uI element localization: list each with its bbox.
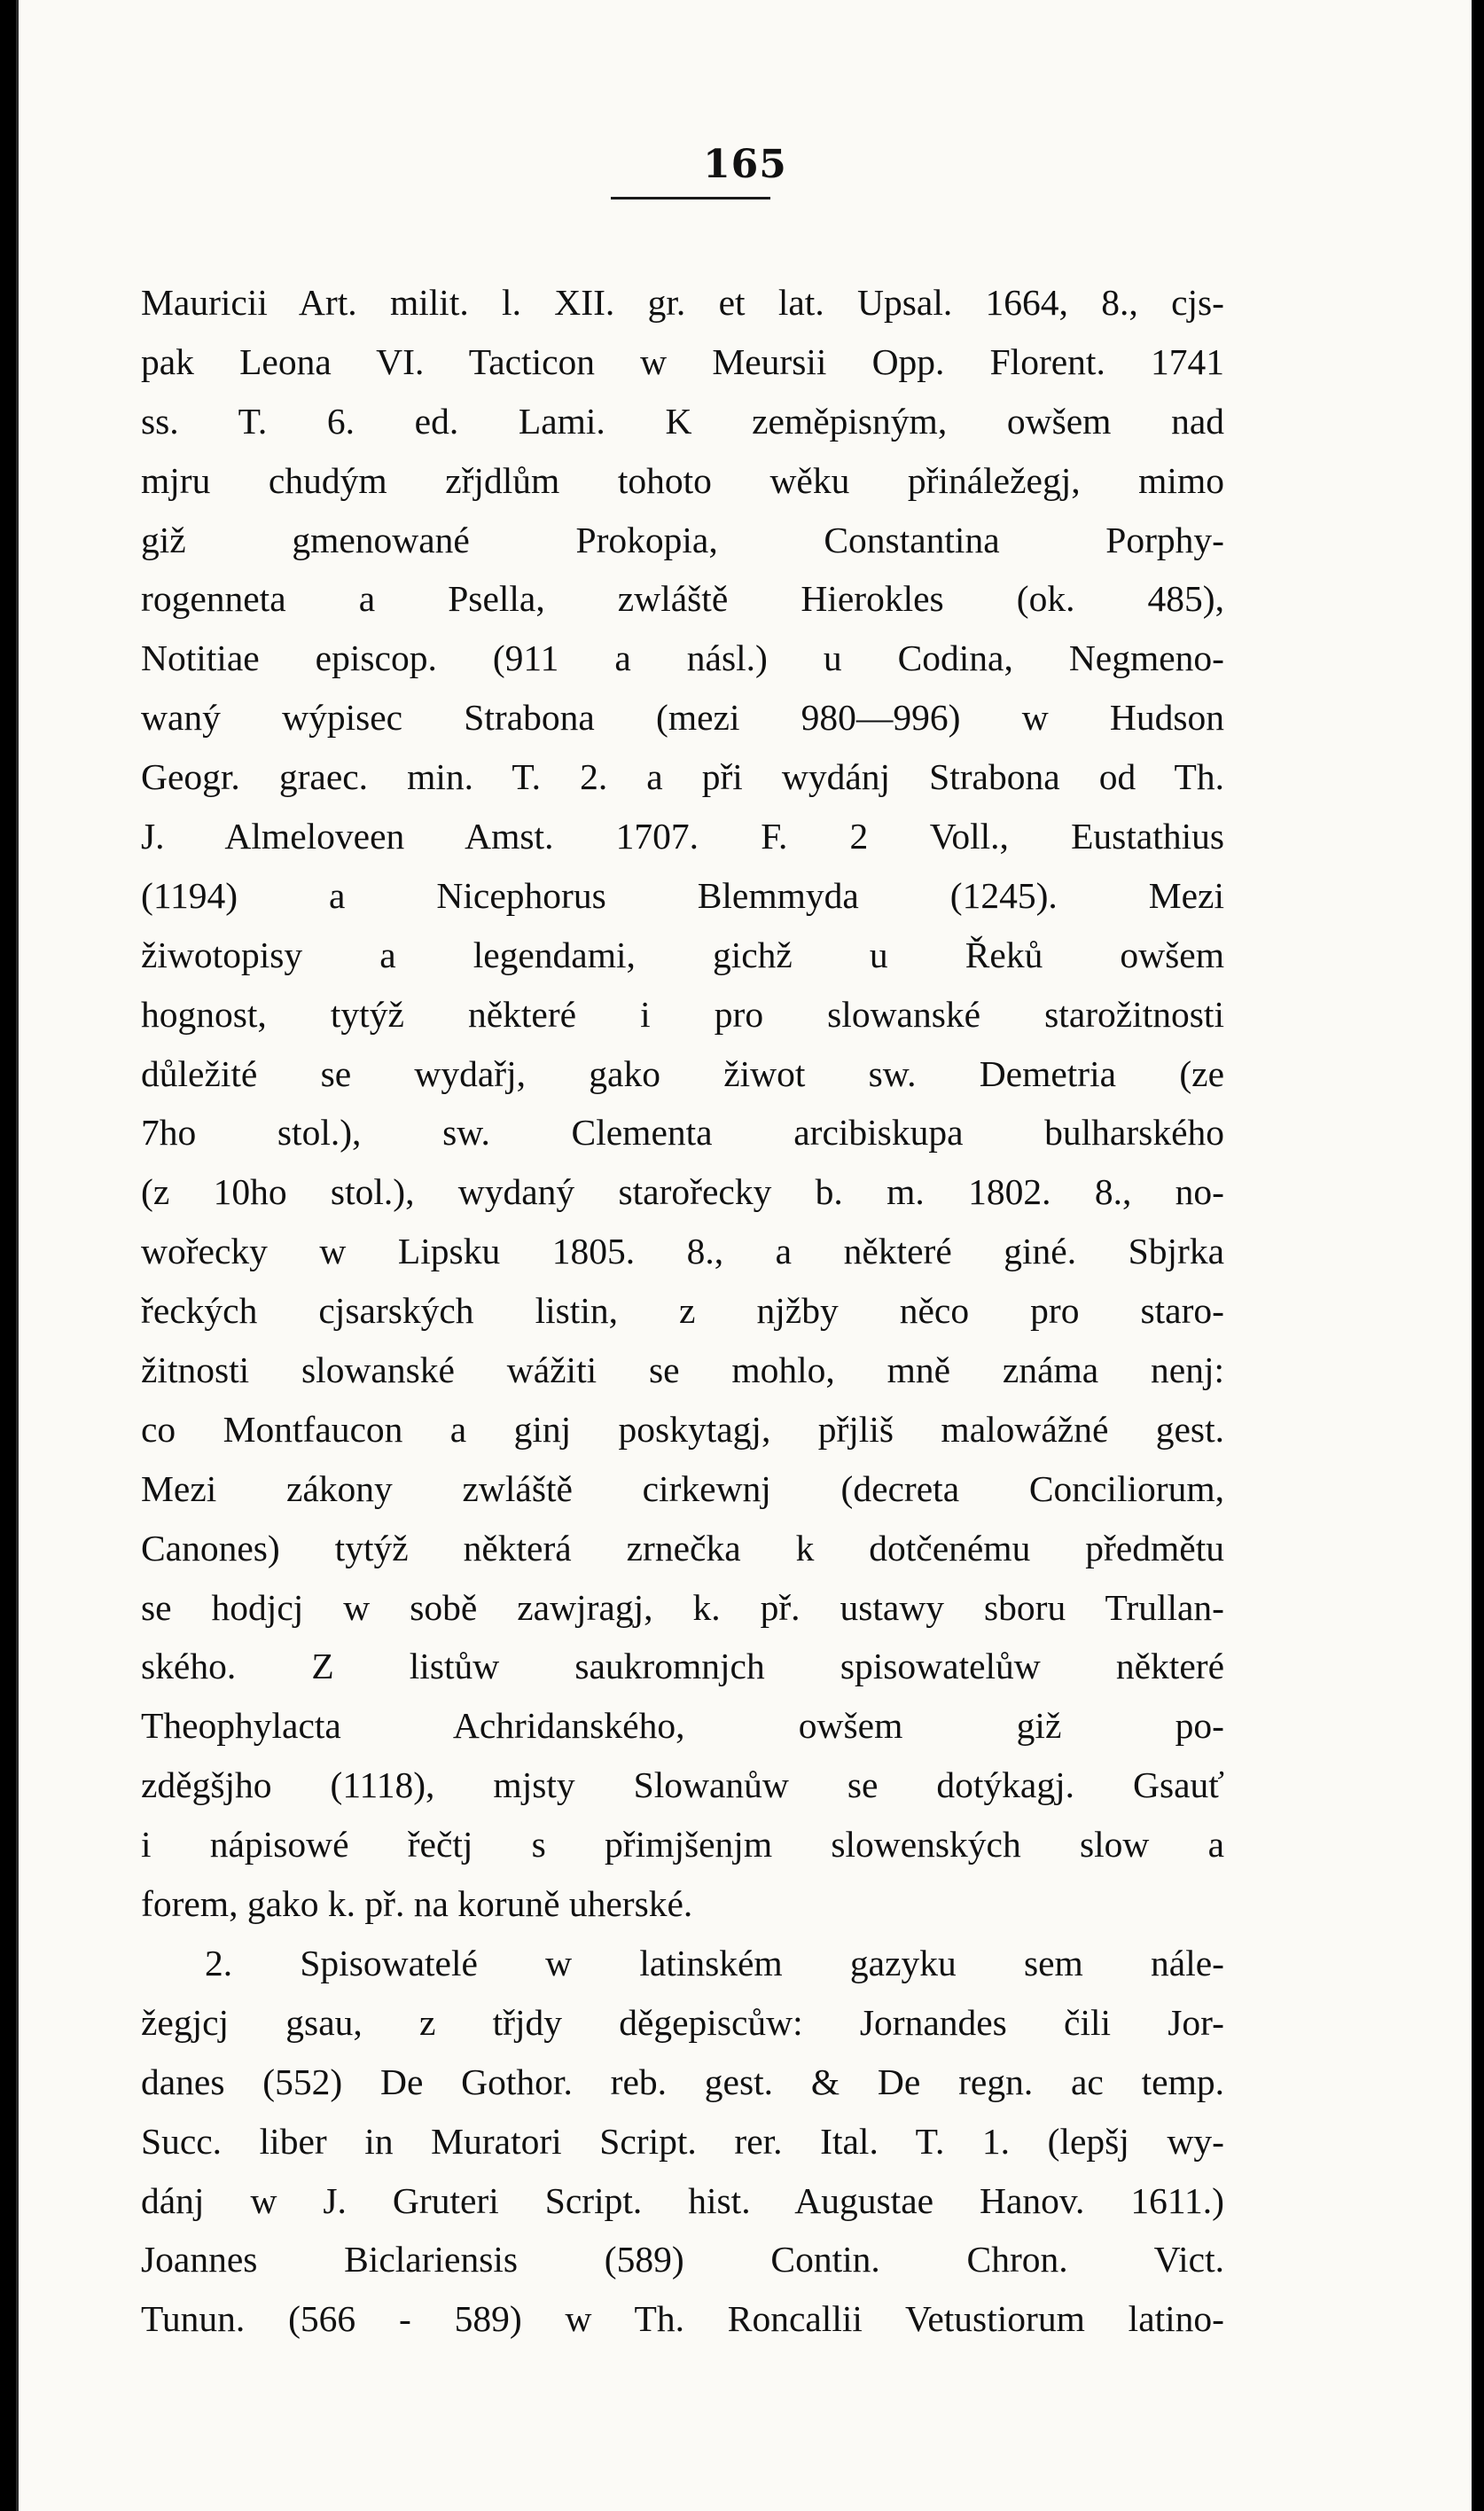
text-line: co Montfaucon a ginj poskytagj, přjliš malowážné gest. <box>141 1408 1224 1450</box>
text-line: pak Leona VI. Tacticon w Meursii Opp. Florent. 1741 <box>141 340 1224 382</box>
text-line: zděgšjho (1118), mjsty Slowanůw se dotýkagj. Gsauť <box>141 1764 1224 1806</box>
text-line: danes (552) De Gothor. reb. gest. & De regn. ac temp. <box>141 2061 1224 2102</box>
text-line: žitnosti slowanské wážiti se mohlo, mně známa nenj: <box>141 1349 1224 1391</box>
text-line: Mauricii Art. milit. l. XII. gr. et lat. Upsal. 1664, 8., cjs- <box>141 282 1224 323</box>
text-line: řeckých cjsarských listin, z njžby něco pro staro- <box>141 1290 1224 1332</box>
book-page <box>16 0 1472 2511</box>
text-line: dánj w J. Gruteri Script. hist. Augustae Hanov. 1611.) <box>141 2179 1224 2221</box>
text-line: i nápisowé řečtj s přimjšenjm slowenských slow a <box>141 1824 1224 1866</box>
text-line: 2. Spisowatelé w latinském gazyku sem nále- <box>205 1942 1224 1983</box>
text-line: 7ho stol.), sw. Clementa arcibiskupa bulharského <box>141 1112 1224 1154</box>
text-line: Canones) tytýž některá zrnečka k dotčenému předmětu <box>141 1527 1224 1568</box>
page-number: 165 <box>703 142 787 187</box>
text-line: mjru chudým zřjdlům tohoto wěku přináležegj, mimo <box>141 459 1224 501</box>
text-line: Theophylacta Achridanského, owšem giž po- <box>141 1705 1224 1747</box>
header-rule <box>611 197 770 199</box>
text-line: žegjcj gsau, z třjdy děgepiscůw: Jornandes čili Jor- <box>141 2001 1224 2043</box>
text-line: (z 10ho stol.), wydaný starořecky b. m. 1802. 8., no- <box>141 1171 1224 1213</box>
text-line: wořecky w Lipsku 1805. 8., a některé giné. Sbjrka <box>141 1231 1224 1272</box>
text-line: J. Almeloveen Amst. 1707. F. 2 Voll., Eustathius <box>141 816 1224 857</box>
text-line: Mezi zákony zwláště cirkewnj (decreta Conciliorum, <box>141 1467 1224 1509</box>
text-line: ského. Z listůw saukromnjch spisowatelůw některé <box>141 1646 1224 1687</box>
text-line: hognost, tytýž některé i pro slowanské starožitnosti <box>141 993 1224 1035</box>
text-line: Geogr. graec. min. T. 2. a při wydánj Strabona od Th. <box>141 756 1224 798</box>
text-line: rogenneta a Psella, zwláště Hierokles (ok. 485), <box>141 578 1224 620</box>
text-line: waný wýpisec Strabona (mezi 980—996) w Hudson <box>141 697 1224 739</box>
text-line: (1194) a Nicephorus Blemmyda (1245). Mezi <box>141 874 1224 916</box>
text-line: se hodjcj w sobě zawjragj, k. př. ustawy sboru Trullan- <box>141 1586 1224 1628</box>
text-line: Tunun. (566 - 589) w Th. Roncallii Vetustiorum latino- <box>141 2298 1224 2340</box>
body-text <box>141 273 1224 2349</box>
text-line: ss. T. 6. ed. Lami. K zeměpisným, owšem nad <box>141 400 1224 442</box>
text-line: giž gmenowané Prokopia, Constantina Porphy- <box>141 519 1224 560</box>
text-line: Notitiae episcop. (911 a násl.) u Codina, Negmeno- <box>141 638 1224 679</box>
text-line: Succ. liber in Muratori Script. rer. Ital. T. 1. (lepšj wy- <box>141 2120 1224 2162</box>
text-line: žiwotopisy a legendami, gichž u Řeků owšem <box>141 934 1224 975</box>
text-line: forem, gako k. př. na koruně uherské. <box>141 1883 693 1925</box>
text-line: důležité se wydařj, gako žiwot sw. Demetria (ze <box>141 1052 1224 1094</box>
text-line: Joannes Biclariensis (589) Contin. Chron. Vict. <box>141 2239 1224 2280</box>
